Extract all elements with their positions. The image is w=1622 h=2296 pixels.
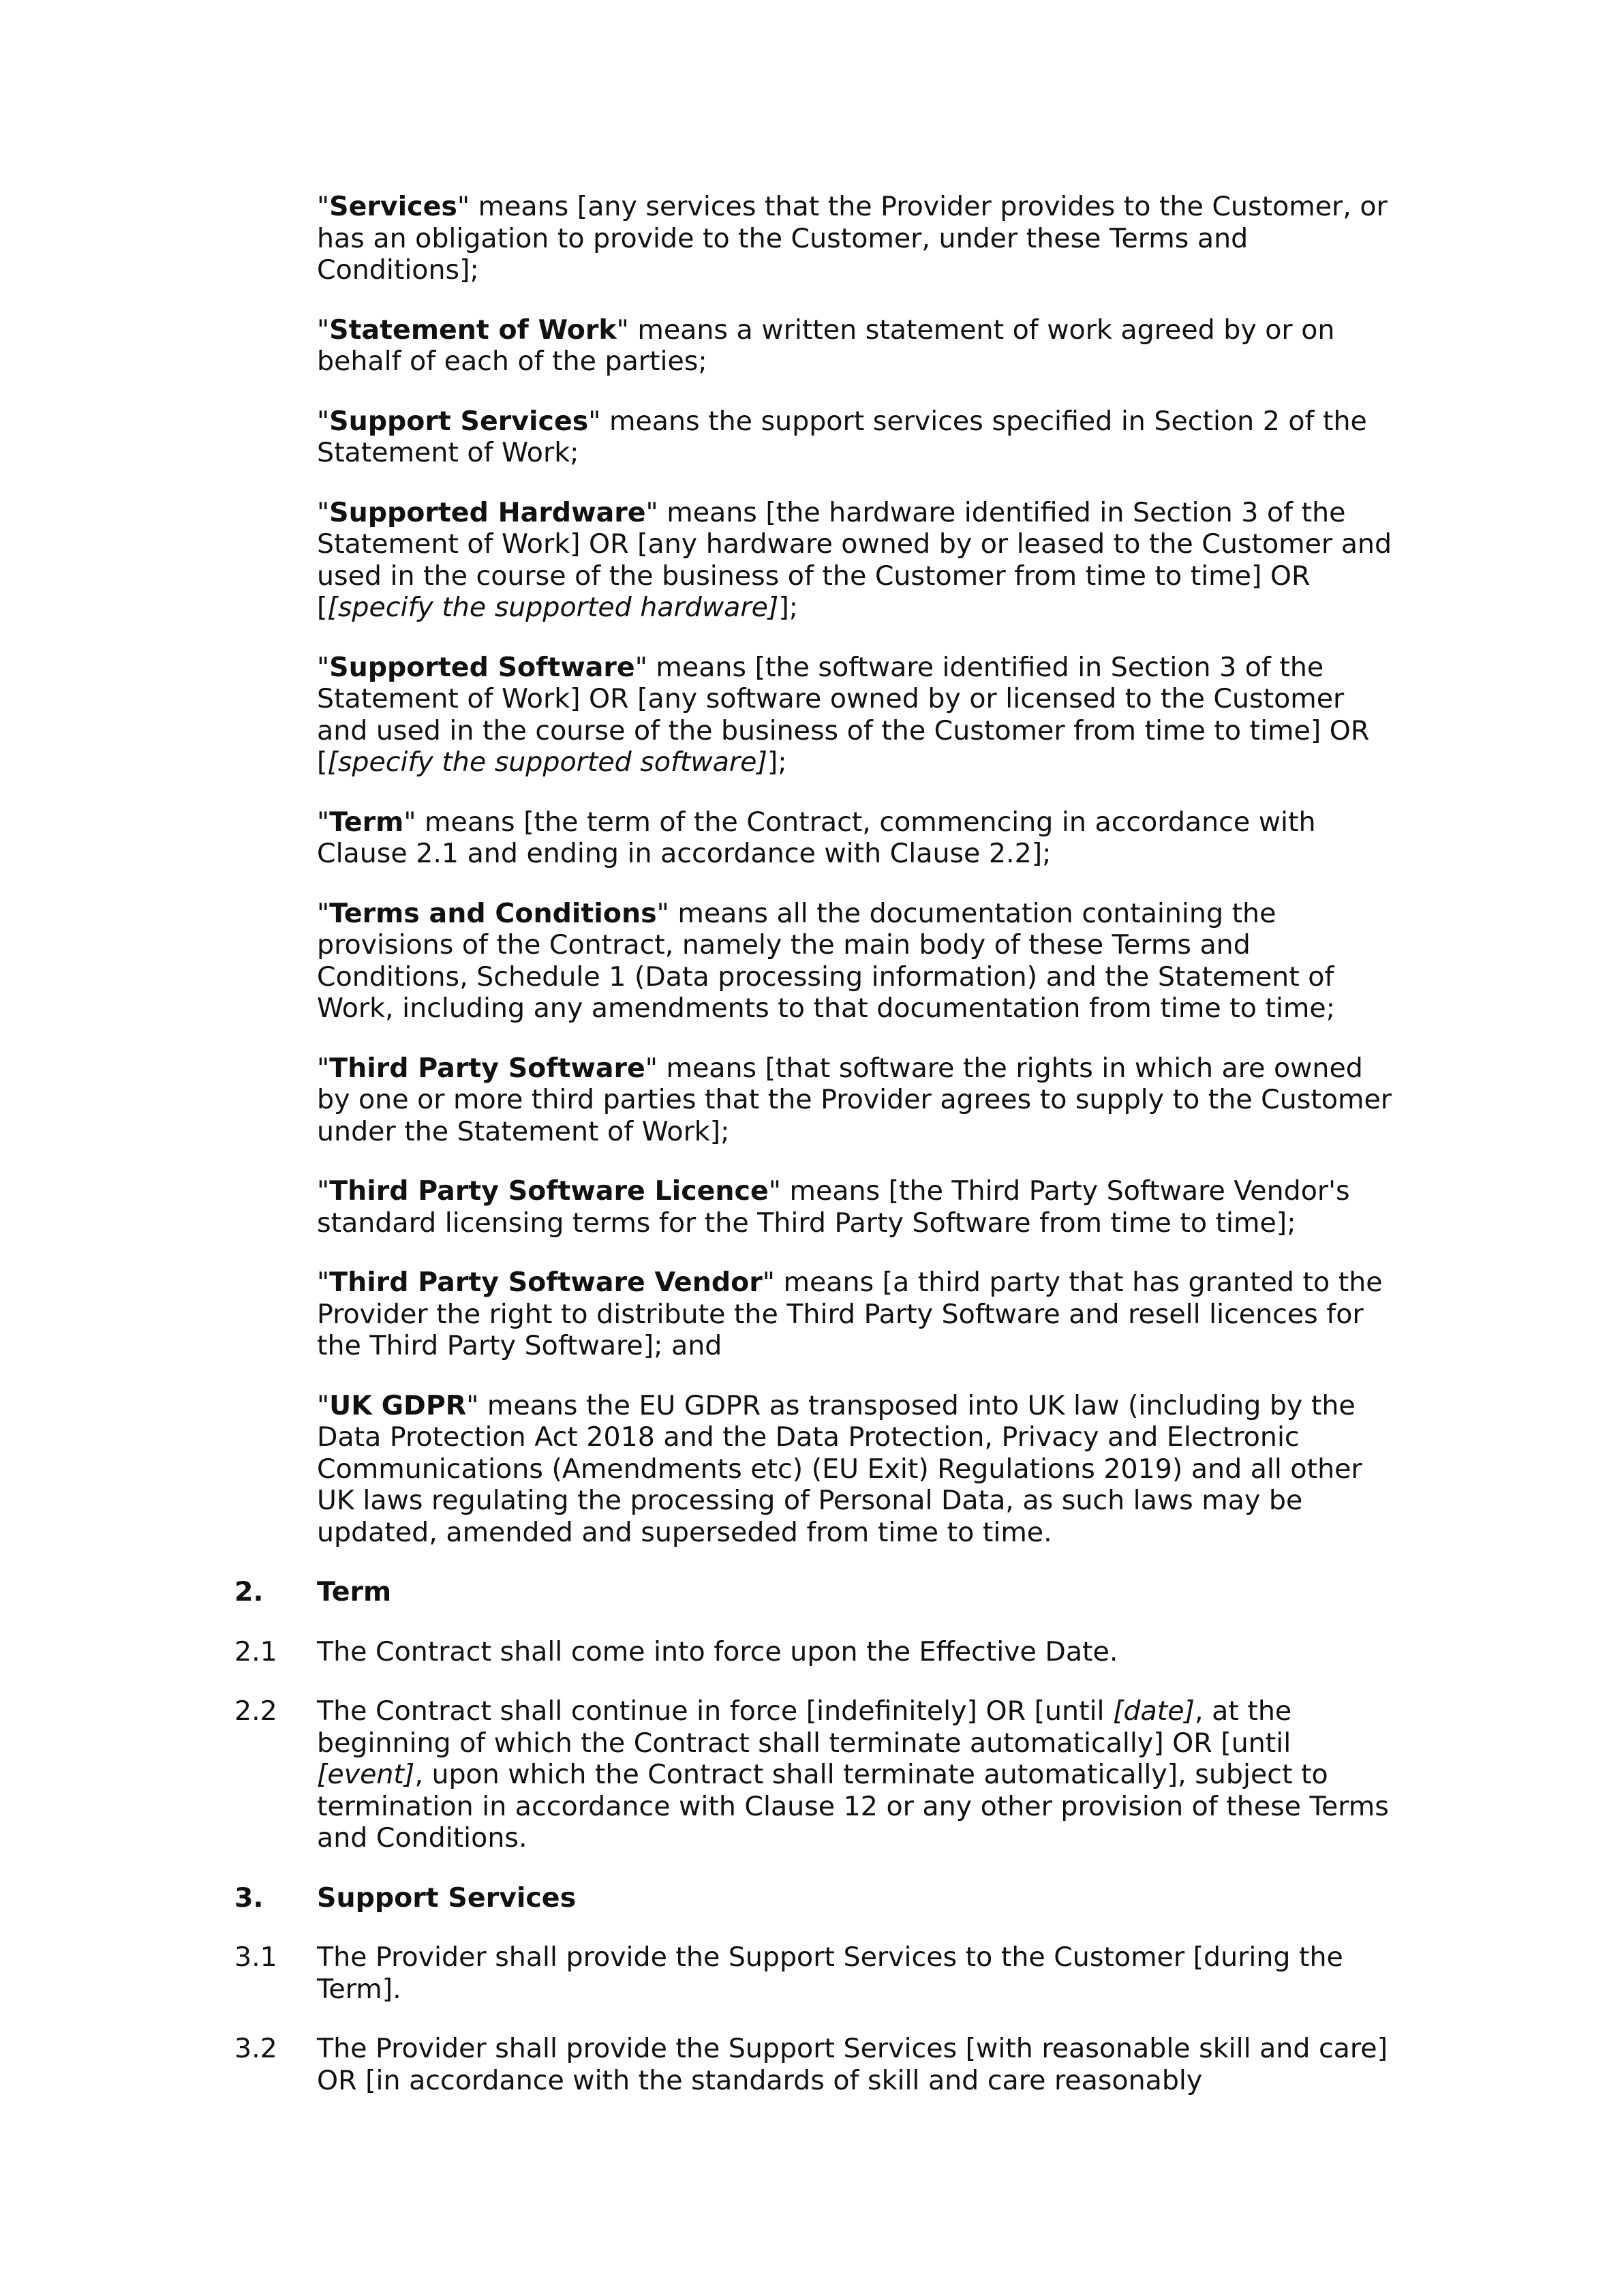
- definition-third-party-software-vendor: "Third Party Software Vendor" means [a third party that has granted to the Provider the right to distribute the Third Party Software and resell licences for the Third Party Software]; and: [317, 1267, 1383, 1361]
- clause-text-run: The Provider shall provide the Support Services [with reasonable skill and care] OR [in accordance with the standards of skill and care reasonably: [317, 2033, 1388, 2096]
- definition-third-party-software: "Third Party Software" means [that software the rights in which are owned by one or more third parties that the Provider agrees to supply to the Customer under the Statement of Work];: [317, 1052, 1392, 1147]
- definition-term: Support Services: [329, 405, 589, 437]
- section-title: Term: [317, 1576, 392, 1607]
- definition-term: Statement of Work: [329, 314, 617, 346]
- definition-statement-of-work: "Statement of Work" means a written statement of work agreed by or on behalf of each of the parties;: [317, 314, 1335, 377]
- definition-supported-hardware: "Supported Hardware" means [the hardware identified in Section 3 of the Statement of Work] OR [any hardware owned by or leased to the Customer and used in the course of the business of the Customer from time to time] OR [[specify the supported hardware]];: [317, 496, 1392, 623]
- definition-text: means all the documentation containing the provisions of the Contract, namely the main body of these Terms and Conditions, Schedule 1 (Data processing information) and the Statement of Work, including any amendments to that documentation from time to time;: [317, 897, 1336, 1024]
- definition-text: means [the hardware identified in Section 3 of the Statement of Work] OR [any hardware owned by or leased to the Customer and used in the course of the business of the Customer from time to time] OR [: [317, 496, 1392, 623]
- clause-text: [317, 1942, 1401, 2005]
- definition-third-party-software-licence: "Third Party Software Licence" means [the Third Party Software Vendor's standard licensing terms for the Third Party Software from time to time];: [317, 1175, 1350, 1239]
- clause-text-run: The Provider shall provide the Support Services to the Customer [during the Term].: [317, 1942, 1343, 2005]
- clause-text-run: , upon which the Contract shall terminate automatically], subject to termination in accordance with Clause 12 or any other provision of these Terms and Conditions.: [317, 1759, 1389, 1854]
- clause-text: [317, 1636, 1401, 1668]
- definition-text: means [the software identified in Section 3 of the Statement of Work] OR [any software owned by or licensed to the Customer and used in the course of the business of the Customer from time to time] OR [: [317, 651, 1370, 778]
- definition-text: means [a third party that has granted to the Provider the right to distribute the Third Party Software and resell licences for the Third Party Software]; and: [317, 1267, 1383, 1361]
- section-title: Support Services: [317, 1882, 577, 1914]
- definition-uk-gdpr: "UK GDPR" means the EU GDPR as transposed into UK law (including by the Data Protection Act 2018 and the Data Protection, Privacy and Electronic Communications (Amendments etc) (EU Exit) Regulations 2019) and all other UK laws regulating the processing of Personal Data, as such laws may be updated, amended and superseded from time to time.: [317, 1389, 1362, 1548]
- clause-number: 3.1: [234, 1942, 277, 1973]
- section-number: 3.: [234, 1882, 264, 1914]
- clause-2-1: [234, 1636, 1407, 1668]
- clause-text: [317, 2033, 1401, 2096]
- definition-term: Third Party Software: [329, 1052, 645, 1084]
- definition-text: means [that software the rights in which are owned by one or more third parties that the Provider agrees to supply to the Customer under the Statement of Work];: [317, 1052, 1392, 1147]
- clause-text-run: , at the beginning of which the Contract shall terminate automatically] OR [until: [317, 1695, 1292, 1759]
- clause-number: 2.2: [234, 1695, 277, 1727]
- definition-terms-and-conditions: "Terms and Conditions" means all the documentation containing the provisions of the Contract, namely the main body of these Terms and Conditions, Schedule 1 (Data processing information) and the Statement of Work, including any amendments to that documentation from time to time;: [317, 897, 1336, 1024]
- section-heading-term: [234, 1576, 1407, 1608]
- definition-services: "Services" means [any services that the Provider provides to the Customer, or has an obligation to provide to the Customer, under these Terms and Conditions];: [317, 191, 1388, 286]
- definition-term: Supported Hardware: [329, 496, 646, 528]
- definition-support-services: "Support Services" means the support services specified in Section 2 of the Statement of Work;: [317, 405, 1367, 468]
- section-number: 2.: [234, 1576, 264, 1607]
- definition-text: means [the term of the Contract, commencing in accordance with Clause 2.1 and ending in accordance with Clause 2.2];: [317, 806, 1316, 869]
- definition-supported-software: "Supported Software" means [the software identified in Section 3 of the Statement of Work] OR [any software owned by or licensed to the Customer and used in the course of the business of the Customer from time to time] OR [[specify the supported software]];: [317, 651, 1370, 778]
- definition-term: Supported Software: [329, 651, 635, 683]
- definition-text: ];: [767, 746, 787, 778]
- definition-term-item: "Term" means [the term of the Contract, commencing in accordance with Clause 2.1 and ending in accordance with Clause 2.2];: [317, 806, 1316, 869]
- clause-number: 2.1: [234, 1635, 277, 1667]
- definition-term: Third Party Software Vendor: [329, 1267, 763, 1298]
- definition-term: Term: [329, 806, 404, 838]
- placeholder-text: [specify the supported hardware]: [327, 592, 779, 623]
- clause-text-run: The Contract shall come into force upon the Effective Date.: [317, 1635, 1118, 1667]
- placeholder-text: [event]: [317, 1759, 415, 1790]
- definition-text: ];: [778, 592, 799, 623]
- document-body: [234, 191, 1407, 2124]
- definition-term: Terms and Conditions: [329, 897, 657, 929]
- clause-3-1: [234, 1942, 1407, 2005]
- definition-text: means a written statement of work agreed by or on behalf of each of the parties;: [317, 314, 1335, 377]
- definition-term: Third Party Software Licence: [329, 1175, 769, 1207]
- section-heading-support-services: [234, 1882, 1407, 1914]
- clause-text-run: The Contract shall continue in force [indefinitely] OR [until: [317, 1695, 1114, 1727]
- clause-text: [317, 1695, 1401, 1854]
- clause-number: 3.2: [234, 2033, 277, 2064]
- placeholder-text: [specify the supported software]: [327, 746, 767, 778]
- definition-text: means the EU GDPR as transposed into UK law (including by the Data Protection Act 2018 and the Data Protection, Privacy and Electronic Communications (Amendments etc) (EU Exit) Regulations 2019) and all other UK laws regulating the processing of Personal Data, as such laws may be updated, amended and superseded from time to time.: [317, 1389, 1362, 1548]
- clause-3-2: [234, 2033, 1407, 2096]
- definition-text: means [the Third Party Software Vendor's standard licensing terms for the Third Party Software from time to time];: [317, 1175, 1350, 1239]
- definition-text: means the support services specified in Section 2 of the Statement of Work;: [317, 405, 1367, 468]
- definition-term: UK GDPR: [329, 1389, 467, 1421]
- clause-2-2: [234, 1695, 1407, 1854]
- placeholder-text: [date]: [1113, 1695, 1195, 1727]
- definition-text: means [any services that the Provider provides to the Customer, or has an obligation to provide to the Customer, under these Terms and Conditions];: [317, 191, 1388, 286]
- definition-term: Services: [329, 191, 457, 222]
